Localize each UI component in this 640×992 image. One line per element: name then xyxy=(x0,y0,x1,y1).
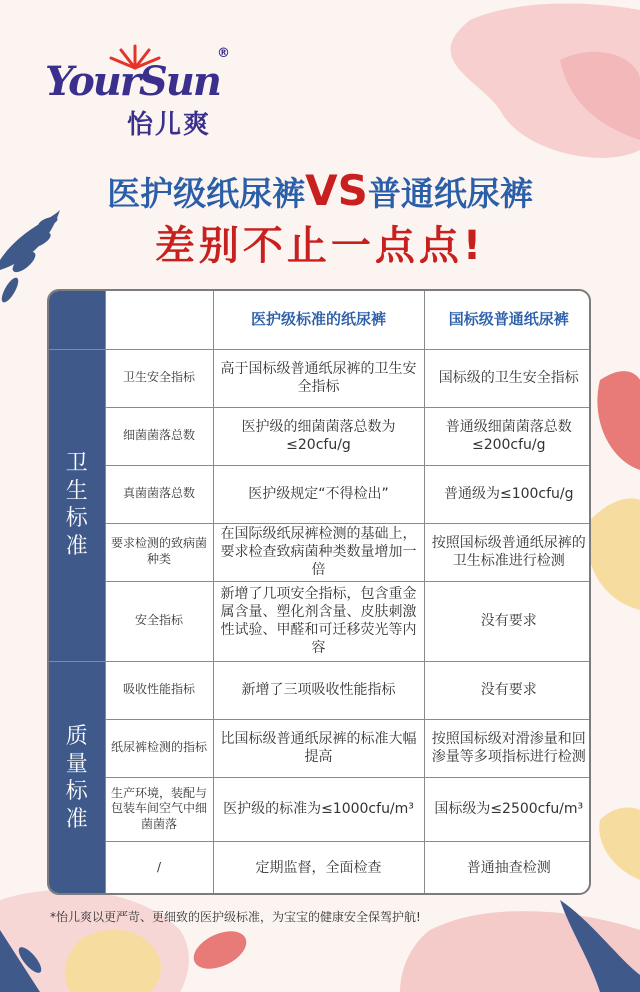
row-medical: 在国际级纸尿裤检测的基础上，要求检查致病菌种类数量增加一倍 xyxy=(213,523,424,581)
header-item xyxy=(105,291,213,349)
table-row xyxy=(49,465,591,523)
row-medical: 医护级规定“不得检出” xyxy=(213,465,424,523)
table-header-row xyxy=(49,291,591,349)
table-row xyxy=(49,841,591,895)
row-item: 生产环境，装配与包装车间空气中细菌菌落 xyxy=(105,777,213,841)
footnote: *怡儿爽以更严苛、更细致的医护级标准，为宝宝的健康安全保驾护航! xyxy=(50,910,421,924)
row-medical: 新增了几项安全指标，包含重金属含量、塑化剂含量、皮肤刺激性试验、甲醛和可迁移荧光等内容 xyxy=(213,581,424,661)
table-row xyxy=(49,719,591,777)
row-standard: 没有要求 xyxy=(424,661,591,719)
brand-name-en: YourSun xyxy=(45,58,220,105)
row-item: 吸收性能指标 xyxy=(105,661,213,719)
headline-subline: 差别不止一点点! xyxy=(154,223,486,269)
row-standard: 按照国标级对滑渗量和回渗量等多项指标进行检测 xyxy=(424,719,591,777)
row-standard: 普通级为≤100cfu/g xyxy=(424,465,591,523)
comparison-table xyxy=(47,289,591,895)
registered-mark: ® xyxy=(217,46,230,61)
header-standard: 国标级普通纸尿裤 xyxy=(424,291,591,349)
row-standard: 普通抽查检测 xyxy=(424,841,591,895)
row-standard: 没有要求 xyxy=(424,581,591,661)
row-item: 要求检测的致病菌种类 xyxy=(105,523,213,581)
table-row xyxy=(49,407,591,465)
category-quality: 质 量 标 准 xyxy=(49,661,105,895)
headline-part2: 普通纸尿裤 xyxy=(367,174,533,213)
brand-name-cn: 怡儿爽 xyxy=(127,110,212,140)
row-standard: 普通级细菌菌落总数≤200cfu/g xyxy=(424,407,591,465)
row-item: 纸尿裤检测的指标 xyxy=(105,719,213,777)
row-item: 卫生安全指标 xyxy=(105,349,213,407)
row-medical: 比国标级普通纸尿裤的标准大幅提高 xyxy=(213,719,424,777)
row-standard: 按照国标级普通纸尿裤的卫生标准进行检测 xyxy=(424,523,591,581)
headline-vs: VS xyxy=(305,166,368,215)
row-medical: 医护级的标准为≤1000cfu/m³ xyxy=(213,777,424,841)
row-item: 安全指标 xyxy=(105,581,213,661)
row-standard: 国标级为≤2500cfu/m³ xyxy=(424,777,591,841)
table-row xyxy=(49,777,591,841)
row-item: 真菌菌落总数 xyxy=(105,465,213,523)
table-row xyxy=(49,349,591,407)
row-medical: 新增了三项吸收性能指标 xyxy=(213,661,424,719)
row-medical: 高于国标级普通纸尿裤的卫生安全指标 xyxy=(213,349,424,407)
brand-logo xyxy=(45,40,245,140)
row-medical: 定期监督，全面检查 xyxy=(213,841,424,895)
headline xyxy=(0,166,640,215)
row-item: 细菌菌落总数 xyxy=(105,407,213,465)
row-standard: 国标级的卫生安全指标 xyxy=(424,349,591,407)
table-row xyxy=(49,661,591,719)
table-row xyxy=(49,581,591,661)
header-medical: 医护级标准的纸尿裤 xyxy=(213,291,424,349)
headline-part1: 医护级纸尿裤 xyxy=(107,174,306,213)
table-row xyxy=(49,523,591,581)
row-medical: 医护级的细菌菌落总数为≤20cfu/g xyxy=(213,407,424,465)
row-item: / xyxy=(105,841,213,895)
table-corner xyxy=(49,291,105,349)
category-hygiene: 卫 生 标 准 xyxy=(49,349,105,661)
